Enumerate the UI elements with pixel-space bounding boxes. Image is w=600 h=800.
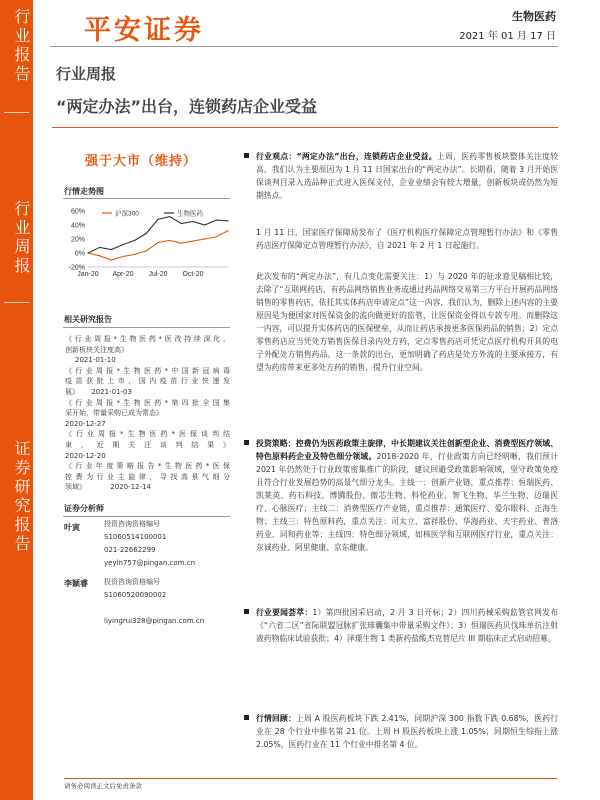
y-tick-label: 20% — [70, 236, 85, 244]
bullet-icon — [244, 153, 249, 158]
title-rule — [52, 127, 558, 128]
paragraph-news — [256, 606, 558, 645]
data-point — [192, 241, 193, 242]
paragraph-text: 1 月 11 日，国家医疗保障局发布了《医疗机构医疗保障定点管理暂行办法》和《零售药店医疗保障定点管理暂行办法》，自 2021 年 2 月 1 日起施行。 — [256, 228, 558, 250]
report-headline: “两定办法”出台，连锁药店企业受益 — [56, 97, 318, 116]
y-tick-label: 60% — [70, 208, 85, 216]
bullet-icon — [244, 715, 249, 720]
footer-rule — [64, 778, 557, 779]
header-rule — [50, 46, 558, 47]
y-tick-label: 40% — [70, 222, 85, 230]
analyst-email[interactable]: yeyin757@pingan.com.cn — [104, 559, 196, 567]
report-title-line: 《行业周报*生物医药*第四批全国集 — [65, 398, 230, 407]
y-tick-label: -20% — [68, 264, 85, 272]
report-title-line: 疫苗获批上市，国内疫苗行业快速发 — [65, 377, 230, 386]
data-point — [204, 238, 205, 239]
legend-label: 生物医药 — [177, 210, 203, 218]
data-point — [181, 223, 182, 224]
analyst-name: 叶寅 — [64, 523, 80, 532]
trend-section-title: 行情走势图 — [64, 187, 104, 196]
list-item[interactable] — [65, 398, 230, 430]
data-point — [192, 221, 193, 222]
legend-label: 沪深300 — [115, 210, 139, 218]
data-point — [169, 240, 170, 241]
report-title-line: 束，近期关注谈判结果》 — [65, 440, 230, 449]
data-point — [216, 220, 217, 221]
report-title-line: 《行业年度策略报告*生物医药*医保 — [65, 462, 230, 471]
x-tick-label: Jul-20 — [148, 271, 168, 278]
report-date: 2021 年 01 月 17 日 — [459, 31, 556, 42]
analyst-email[interactable]: liyingrui328@pingan.com.cn — [104, 617, 205, 625]
data-point — [87, 252, 88, 253]
series-line — [88, 217, 228, 253]
report-date: 2020-12-20 — [65, 451, 106, 460]
data-point — [99, 255, 100, 256]
paragraph-policy — [256, 226, 558, 252]
sector-label: 生物医药 — [512, 10, 556, 23]
paragraph-text: 上周 A 股医药板块下跌 2.41%，同期沪深 300 指数下跌 0.68%，医药行业在 28 个行业中排名第 21 位。上周 H 股医药板块上涨 1.05%，同期恒生综指上涨 2.05%，医药行业在 11 个行业中排名第 4 位。 — [256, 714, 559, 749]
analyst-qualification: 投资咨询资格编号 — [104, 520, 160, 528]
data-point — [227, 230, 228, 231]
data-point — [134, 254, 135, 255]
report-title-line: 采开始，带量采购已成为常态》 — [65, 409, 163, 418]
data-point — [146, 250, 147, 251]
related-section-title: 相关研究报告 — [64, 315, 112, 324]
side-strip — [0, 0, 33, 800]
analyst-name: 李颖睿 — [64, 579, 88, 588]
data-point — [146, 233, 147, 234]
paragraph-lead: 行业观点：“两定办法”出台，连锁药店企业受益。 — [256, 152, 437, 161]
paragraph-market — [256, 712, 558, 751]
data-point — [134, 240, 135, 241]
list-item[interactable] — [65, 334, 230, 366]
paragraph-text: 上周，医药零售板块整体关注度较高，我们认为主要原因为 1 月 11 日国家出台的“两定办法”。长期看，随着 3 月开始医保谈判目录入选品种正式进入医保支付，企业业绩会有较大增量，创新板块或仍然为短期热点。 — [256, 152, 558, 200]
spacer — [104, 602, 204, 615]
list-item[interactable] — [65, 429, 230, 461]
bullet-icon — [244, 609, 249, 614]
data-point — [157, 242, 158, 243]
paragraph-lead: 投资策略：控费仍为医药政策主旋律，中长期建议关注创新型企业、消费型医疗领域、特色原料药企业及特色细分领域。 — [256, 439, 558, 461]
section-rule — [63, 198, 230, 199]
x-tick-label: Jan-20 — [77, 271, 99, 278]
report-date: 2020-12-27 — [65, 419, 106, 428]
section-rule — [63, 327, 230, 328]
paragraph-strategy — [256, 437, 558, 554]
section-rule — [63, 516, 230, 517]
strip-label-research: 证券研究报告 — [12, 440, 31, 554]
paragraph-lead: 行业要闻荟萃： — [256, 608, 313, 617]
analyst-license: S1060514100001 — [104, 533, 167, 541]
report-date: 2021-01-10 — [75, 356, 116, 365]
report-date: 2020-12-14 — [110, 483, 151, 492]
list-item[interactable] — [65, 461, 230, 493]
data-point — [181, 243, 182, 244]
paragraph-text: 此次发布的“两定办法”，有几点变化需要关注：1）与 2020 年的征求意见稿相比较，去除了“互联网药店、有药品网络销售业务或通过药品网络交易第三方平台开展药品网络销售的零售药店，依托其实体药店申请定点”这一内容，我们认为，删除上述内容的主要原因是为便国家对医保资金的流向做更好的监管，让医保资金得以专款专用。而删除这一内容，可以提升实体药店的医保壁垒，从而让药店承接更多医保药品的销售；2）定点零售药店应当凭处方销售医保目录内处方药，定点零售药店可凭定点医疗机构开具的电子外配处方销售药品。这一条款的出台，更加明确了药店是处方外流的主要承接方，有望为药房带来更多处方药的销售，提升行业空间。 — [256, 272, 558, 372]
trend-chart — [62, 203, 234, 303]
report-title-line: 《行业周报*生物医药*医保谈判结 — [65, 430, 230, 439]
analyst-info — [104, 576, 204, 628]
paragraph-text: 1）第四批国采启动，2 月 3 日开标；2）四川药械采购监管官网发布《“六省二区”省际联盟冠脉扩张球囊集中带量采购文件》；3）恒瑞医药贝伐珠单抗注射液药物临床试验获批；4）泽璟生物 1 类新药盐酸杰克替尼片 III 期临床正式启动招募。 — [256, 608, 559, 643]
report-title-line: 展》 — [65, 387, 79, 396]
paragraph-text: 2018-2020 年，行业政策方向已经明晰，我们预计 2021 年仍然处于行业政策密集推广的阶段，建议回避受政策影响领域，坚守政策免疫且符合行业发展趋势的高景气细分龙头。主线一：创新产业链，重点推荐：恒瑞医药、凯莱英、药石科技、博腾股份、微芯生物、科伦药业、智飞生物、华兰生物、迈瑞医疗、心脉医疗；主线二：消费型医疗产业链，重点推荐：通策医疗、爱尔眼科、正海生物；主线三：特色原料药，重点关注：司太立、富祥股份、华海药业、天宇药业、普洛药业、同和药业等；主线四：特色细分领域，如核医学和互联网医疗行业，重点关注：东诚药业、阿里健康、京东健康。 — [256, 452, 558, 552]
data-point — [111, 249, 112, 250]
report-title-line: 《行业周报*生物医药*中国新冠病毒 — [65, 366, 230, 375]
related-reports-list — [65, 334, 230, 493]
report-title-line: 《行业周报*生物医药*医改持续深化， — [65, 335, 230, 343]
analyst-qualification: 投资咨询资格编号 — [104, 578, 160, 586]
strip-divider — [4, 112, 29, 113]
x-tick-label: Apr-20 — [112, 271, 134, 278]
x-tick-label: Oct-20 — [182, 271, 204, 278]
bullet-icon — [244, 440, 249, 445]
y-tick-label: 0% — [74, 250, 85, 258]
strip-label-weekly: 行业周报 — [12, 200, 31, 276]
paragraph-view — [256, 150, 558, 202]
data-point — [157, 219, 158, 220]
data-point — [99, 247, 100, 248]
report-title-line: 领域》 — [65, 483, 86, 492]
data-point — [122, 256, 123, 257]
data-point — [216, 236, 217, 237]
data-point — [169, 216, 170, 217]
data-point — [122, 244, 123, 245]
analyst-phone: 021-22662299 — [104, 546, 156, 554]
strip-divider — [4, 302, 29, 303]
list-item[interactable] — [65, 366, 230, 398]
report-date: 2021-01-03 — [91, 387, 132, 396]
data-point — [227, 220, 228, 221]
strip-label-report: 行业报告 — [12, 8, 31, 84]
analyst-license: S1060520090002 — [104, 591, 167, 599]
series-line — [88, 231, 228, 260]
data-point — [204, 224, 205, 225]
paragraph-lead: 行情回顾： — [256, 714, 296, 723]
paragraph-analysis — [256, 270, 558, 374]
analyst-info — [104, 518, 195, 570]
footer-disclaimer[interactable]: 请务必阅读正文后免责条款 — [64, 782, 142, 790]
rating-label: 强于大市（维持） — [85, 154, 198, 169]
report-title-line: 创新板块关注度高》 — [65, 345, 128, 354]
report-title-line: 控费为行业主旋律，寻找高景气细分 — [65, 472, 230, 481]
report-category: 行业周报 — [56, 65, 117, 83]
brand-logo: 平安证券 — [84, 15, 204, 46]
data-point — [111, 259, 112, 260]
analyst-section-title: 证券分析师 — [64, 504, 104, 513]
